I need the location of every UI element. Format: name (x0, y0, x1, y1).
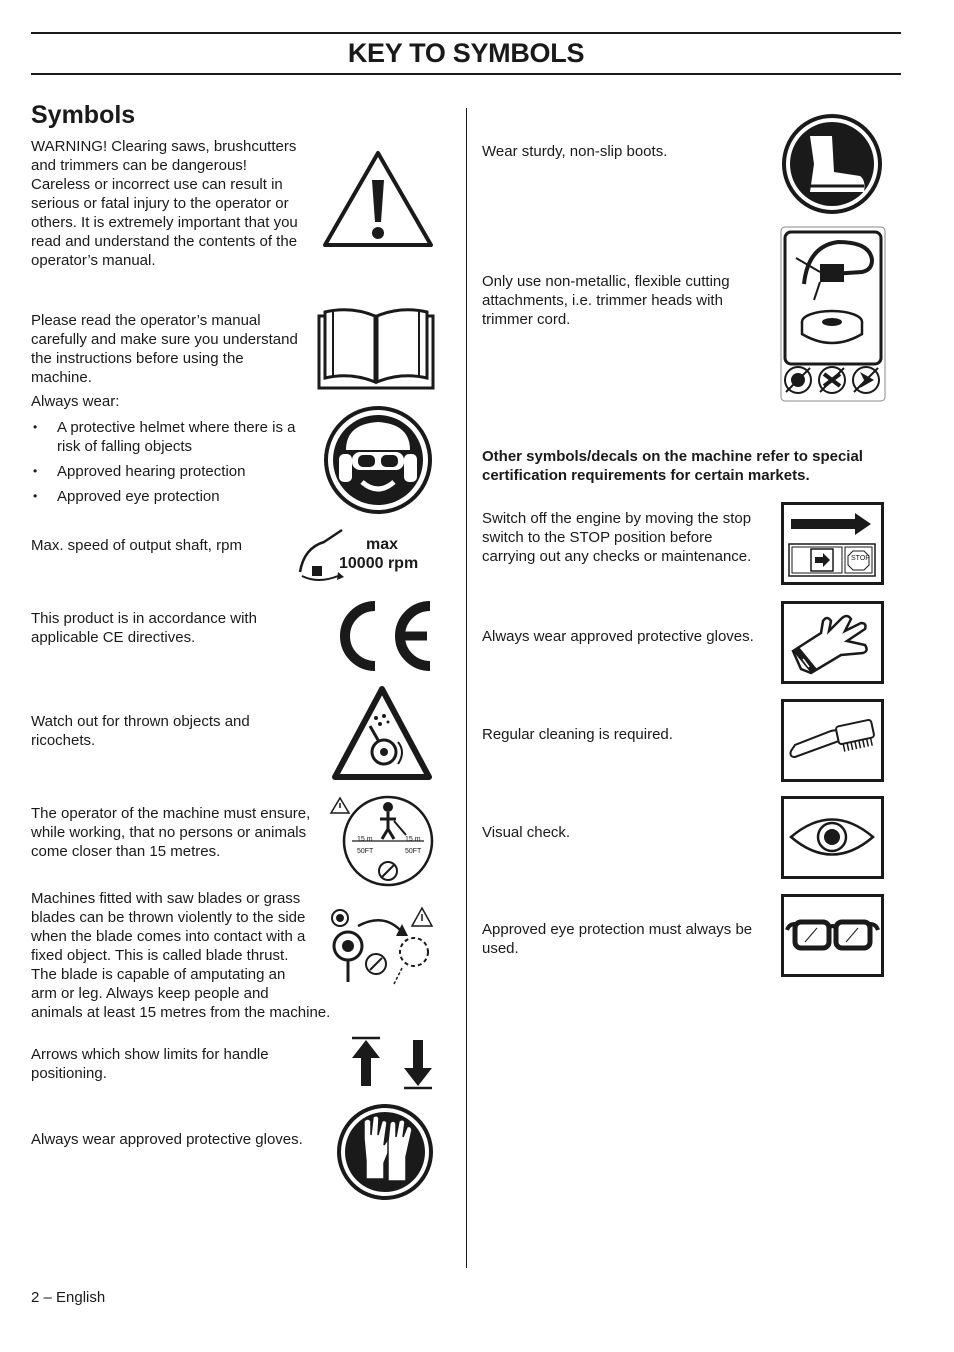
thrown-objects-text: Watch out for thrown objects and ricochets. (31, 713, 250, 749)
nonmetal-text: Only use non-metallic, flexible cutting attachments, i.e. trimmer heads with trimmer cord. (482, 273, 730, 328)
distance-m-label-left: 15 m (357, 836, 373, 843)
header-bottom-rule (31, 73, 901, 75)
helmet-ear-eye-protection-icon (322, 404, 434, 516)
thrown-objects-warning-icon (332, 686, 432, 780)
trimmer-head-decal-icon (780, 226, 886, 402)
section-title: Symbols (31, 101, 136, 129)
blade-thrust-para: Machines fitted with saw blades or grass blades can be thrown violently to the side when the blade comes into contact with a fixed object. This is called blade thrust. The blade is capable of amputating an arm or leg. Always keep people and animals at least 15 metres from the machine. (31, 890, 331, 1021)
rpm-label: 10000 rpm (339, 555, 419, 572)
visual-check-text: Visual check. (482, 824, 571, 841)
max-speed-text: Max. speed of output shaft, rpm (31, 537, 242, 554)
distance-ft-label-left: 50FT (357, 848, 374, 855)
list-item: • Approved hearing protection (31, 462, 321, 481)
other-symbols-text: Other symbols/decals on the machine refer to special certification requirements for certain markets. (482, 448, 863, 484)
distance-text: The operator of the machine must ensure, while working, that no persons or animals come closer than 15 metres. (31, 805, 311, 860)
stop-switch-icon (781, 502, 884, 585)
manual-book-icon (317, 304, 435, 390)
gloves-icon (336, 1103, 434, 1201)
distance-m-label-right: 15 m (405, 836, 421, 843)
handle-limit-arrows-icon (350, 1036, 434, 1090)
cleaning-brush-icon (781, 699, 884, 782)
boots-icon (780, 114, 884, 214)
protective-glove-icon (781, 601, 884, 684)
warning-text: WARNING! Clearing saws, brushcutters and trimmers can be dangerous! Careless or incorrect use can result in serious or fatal injury to the operator or others. It is extremely important that you read and understand the contents of the operator’s manual. (31, 138, 298, 269)
distance-ft-label-right: 50FT (405, 848, 422, 855)
page-title: KEY TO SYMBOLS (347, 38, 585, 68)
gloves-text-left: Always wear approved protective gloves. (31, 1131, 303, 1148)
blade-thrust-icon (328, 906, 436, 986)
ppe-list (31, 418, 321, 512)
list-item: • Approved eye protection (31, 487, 321, 506)
gloves-text-right: Always wear approved protective gloves. (482, 628, 754, 645)
stop-label: STOP (851, 555, 870, 562)
always-wear-text: Always wear: (31, 393, 120, 410)
ce-mark-icon (335, 600, 435, 672)
max-label: max (366, 536, 399, 553)
warning-triangle-icon (322, 150, 434, 248)
page-footer: 2 – English (31, 1289, 106, 1306)
column-divider (466, 108, 467, 1268)
eye-protection-text: Approved eye protection must always be used. (482, 921, 753, 957)
arrows-text: Arrows which show limits for handle positioning. (31, 1046, 269, 1082)
boots-text: Wear sturdy, non-slip boots. (482, 143, 668, 160)
list-item: • A protective helmet where there is a risk of falling objects (31, 418, 321, 456)
safety-glasses-icon (781, 894, 884, 977)
stop-switch-text: Switch off the engine by moving the stop switch to the STOP position before carrying out any checks or maintenance. (482, 510, 752, 565)
eye-icon (781, 796, 884, 879)
ce-text: This product is in accordance with applicable CE directives. (31, 610, 257, 646)
cleaning-text: Regular cleaning is required. (482, 726, 673, 743)
top-rule (31, 32, 901, 34)
manual-text: Please read the operator’s manual carefully and make sure you understand the instructions before using the machine. (31, 312, 298, 386)
